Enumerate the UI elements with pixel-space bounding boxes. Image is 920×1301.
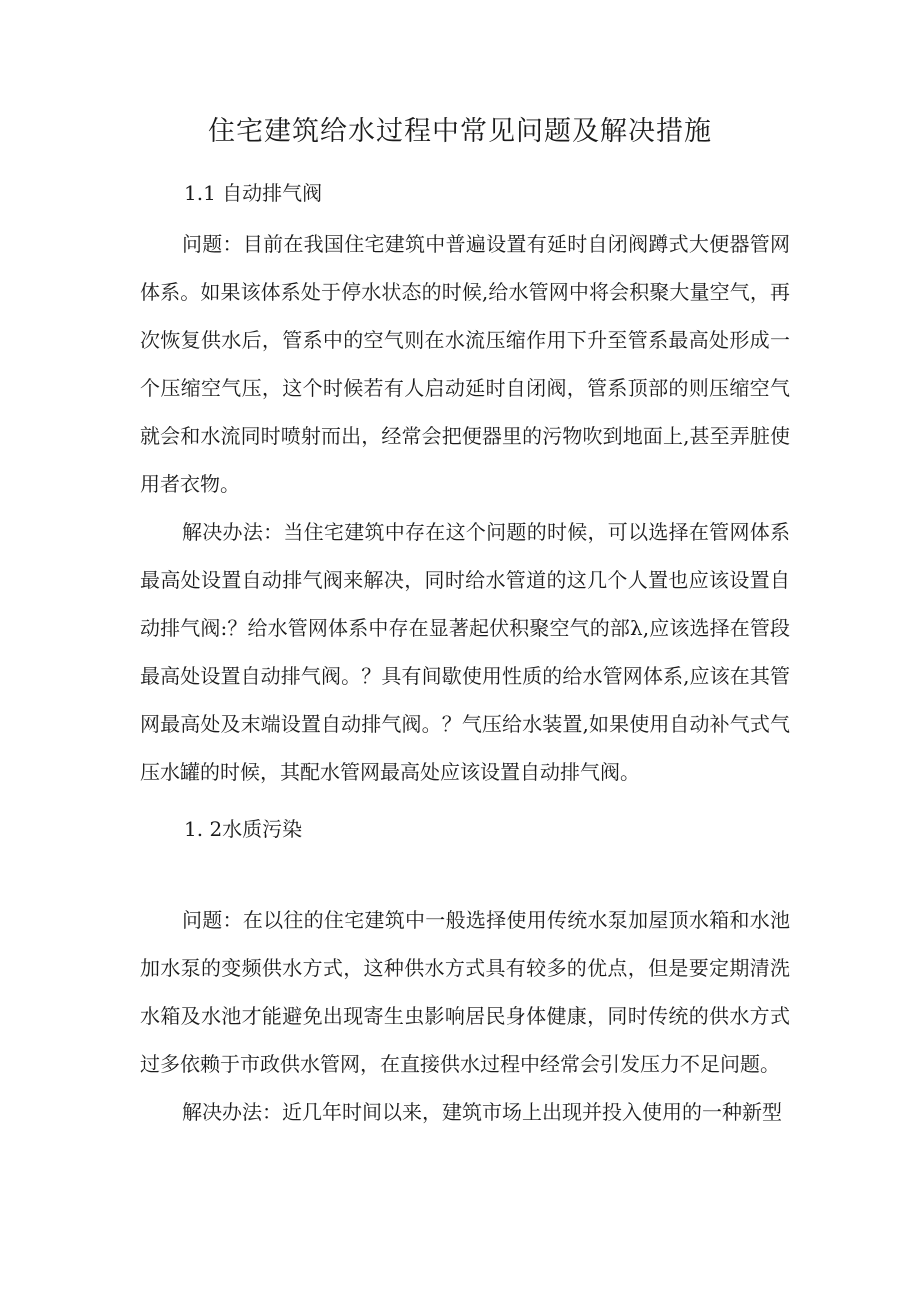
section-heading-1-2: 1. 2水质污染	[184, 817, 303, 841]
document-title: 住宅建筑给水过程中常见问题及解决措施	[208, 116, 712, 147]
section-1-1-solution-paragraph: 解决办法：当住宅建筑中存在这个问题的时候，可以选择在管网体系最高处设置自动排气阀来解决，同时给水管道的这几个人置也应该设置自动排气阀:？给水管网体系中存在显著起伏积聚空气的部λ,应该选择在管段最高处设置自动排气阀。？具有间歇使用性质的给水管网体系,应该在其管网最高处及末端设置自动排气阀。？气压给水装置,如果使用自动补气式气压水罐的时候，其配水管网最高处应该设置自动排气阀。	[140, 520, 790, 784]
section-1-2-solution-paragraph: 解决办法：近几年时间以来，建筑市场上出现并投入使用的一种新型	[182, 1100, 782, 1124]
section-1-2-problem-paragraph: 问题：在以往的住宅建筑中一般选择使用传统水泵加屋顶水箱和水池加水泵的变频供水方式，这种供水方式具有较多的优点，但是要定期清洗水箱及水池才能避免出现寄生虫影响居民身体健康，同时传统的供水方式过多依赖于市政供水管网，在直接供水过程中经常会引发压力不足问题。	[140, 908, 790, 1076]
section-heading-1-1: 1.1 自动排气阀	[184, 181, 323, 205]
section-1-1-problem-paragraph: 问题：目前在我国住宅建筑中普遍设置有延时自闭阀蹲式大便器管网体系。如果该体系处于停水状态的时候,给水管网中将会积聚大量空气，再次恢复供水后，管系中的空气则在水流压缩作用下升至管系最高处形成一个压缩空气压，这个时候若有人启动延时自闭阀，管系顶部的则压缩空气就会和水流同时喷射而出，经常会把便器里的污物吹到地面上,甚至弄脏使用者衣物。	[140, 232, 790, 496]
